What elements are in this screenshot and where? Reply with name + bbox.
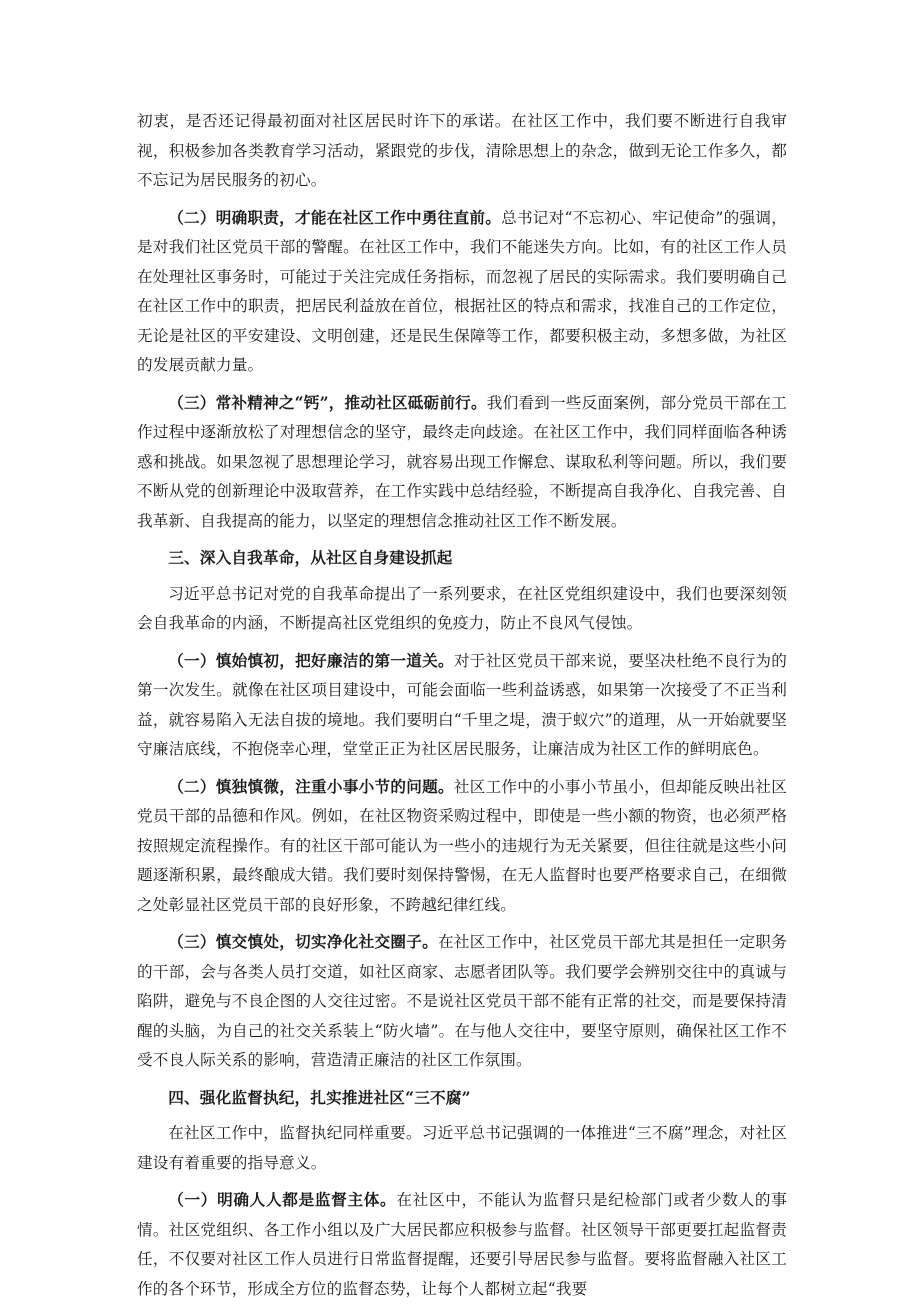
paragraph-lead: （一）明确人人都是监督主体。 (168, 1190, 397, 1209)
paragraph-lead: （三）慎交慎处，切实净化社交圈子。 (168, 932, 438, 951)
paragraph (137, 927, 787, 1076)
paragraph (137, 388, 787, 537)
paragraph-text: 我们看到一些反面案例，部分党员干部在工作过程中逐渐放松了对理想信念的坚守，最终走向歧途。在社区工作中，我们同样面临各种诱惑和挑战。如果忽视了思想理论学习，就容易出现工作懈怠、谋取私利等问题。所以，我们要不断从党的创新理论中汲取营养，在工作实践中总结经验，不断提高自我净化、自我完善、自我革新、自我提高的能力，以坚定的理想信念推动社区工作不断发展。 (137, 393, 788, 530)
paragraph-lead: （二）慎独慎微，注重小事小节的问题。 (168, 776, 454, 796)
paragraph (137, 1119, 787, 1178)
paragraph-text: 习近平总书记对党的自我革命提出了一系列要求，在社区党组织建设中，我们也要深刻领会自我革命的内涵，不断提高社区党组织的免疫力，防止不良风气侵蚀。 (137, 584, 787, 632)
paragraph-text: 在社区工作中，监督执纪同样重要。习近平总书记强调的一体推进“三不腐”理念，对社区建设有着重要的指导意义。 (137, 1124, 787, 1172)
paragraph (137, 203, 787, 381)
paragraph (137, 1185, 787, 1304)
document-page (137, 106, 787, 1311)
paragraph (137, 772, 787, 921)
paragraph-lead: （二）明确职责，才能在社区工作中勇往直前。 (168, 207, 502, 227)
paragraph-text: 对于社区党员干部来说，要坚决杜绝不良行为的第一次发生。就像在社区项目建设中，可能会面临一些利益诱惑，如果第一次接受了不正当利益，就容易陷入无法自拔的境地。我们要明白“千里之堤，溃于蚁穴”的道理，从一开始就要坚守廉洁底线，不抱侥幸心理，堂堂正正为社区居民服务，让廉洁成为社区工作的鲜明底色。 (137, 651, 787, 758)
paragraph-text: 在社区中，不能认为监督只是纪检部门或者少数人的事情。社区党组织、各工作小组以及广大居民都应积极参与监督。社区领导干部更要扛起监督责任，不仅要对社区工作人员进行日常监督提醒，还要引导居民参与监督。要将监督融入社区工作的各个环节，形成全方位的监督态势，让每个人都树立起“我要 (137, 1191, 787, 1298)
paragraph-lead: （一）慎始慎初，把好廉洁的第一道关。 (168, 650, 454, 670)
paragraph (137, 106, 787, 196)
paragraph-lead: （三）常补精神之“钙”，推动社区砥砺前行。 (168, 392, 487, 412)
paragraph-text: 社区工作中的小事小节虽小，但却能反映出社区党员干部的品德和作风。例如，在社区物资采购过程中，即使是一些小额的物资，也必须严格按照规定流程操作。有的社区干部可能认为一些小的违规行为无关紧要，但往往就是这些小问题逐渐积累，最终酿成大错。我们要时刻保持警惕，在无人监督时也要严格要求自己，在细微之处彰显社区党员干部的良好形象，不跨越纪律红线。 (137, 777, 787, 914)
paragraph-text: 在社区工作中，社区党员干部尤其是担任一定职务的干部，会与各类人员打交道，如社区商家、志愿者团队等。我们要学会辨别交往中的真诚与陷阱，避免与不良企图的人交往过密。不是说社区党员干部不能有正常的社交，而是要保持清醒的头脑，为自己的社交关系装上“防火墙”。在与他人交往中，要坚守原则，确保社区工作不受不良人际关系的影响，营造清正廉洁的社区工作氛围。 (137, 933, 788, 1069)
paragraph (137, 646, 787, 765)
paragraph (137, 580, 787, 639)
section-heading: 三、深入自我革命，从社区自身建设抓起 (168, 548, 453, 567)
paragraph-text: 总书记对“不忘初心、牢记使命”的强调，是对我们社区党员干部的警醒。在社区工作中，我们不能迷失方向。比如，有的社区工作人员在处理社区事务时，可能过于关注完成任务指标，而忽视了居民的实际需求。我们要明确自己在社区工作中的职责，把居民利益放在首位，根据社区的特点和需求，找准自己的工作定位，无论是社区的平安建设、文明创建，还是民生保障等工作，都要积极主动，多想多做，为社区的发展贡献力量。 (137, 208, 787, 374)
paragraph-text: 初衷，是否还记得最初面对社区居民时许下的承诺。在社区工作中，我们要不断进行自我审视，积极参加各类教育学习活动，紧跟党的步伐，清除思想上的杂念，做到无论工作多久，都不忘记为居民服务的初心。 (137, 112, 787, 189)
section-heading: 四、强化监督执纪，扎实推进社区“三不腐” (168, 1087, 471, 1107)
